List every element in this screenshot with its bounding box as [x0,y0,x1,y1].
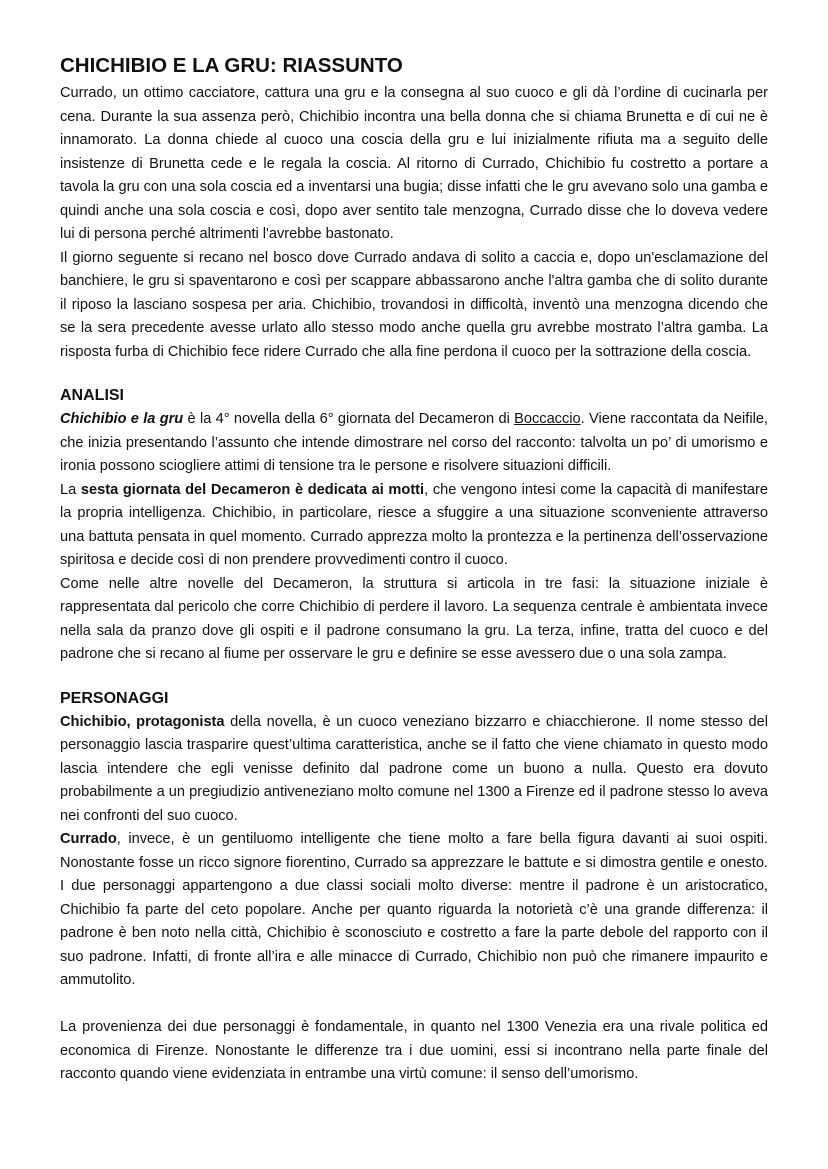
analisi-heading: ANALISI [60,387,124,404]
personaggi-p2-text: , invece, è un gentiluomo intelligente che tiene molto a fare bella figura davanti ai suoi ospiti. Nonostante fosse un ricco signore fiorentino, Currado sa apprezzare le battute e si dimostra gentile e onesto. I due personaggi appartengono a due classi sociali molto diverse: mentre il padrone è un aristocratico, Chichibio fa parte del ceto popolare. Anche per quanto riguarda la notorietà c’è una grande differenza: il padrone è ben noto nella città, Chichibio è sconosciuto e costretto a fare la parte debole del rapporto con il suo padrone. Infatti, di fronte all’ira e alle minacce di Currado, Chichibio non può che rimanere impaurito e ammutolito. [60,831,768,988]
analisi-paragraph-1 [60,408,768,479]
analisi-p1-text-b: . Viene raccontata da Neifile, che inizia presentando l’assunto che intende dimostrare nel corso del racconto: talvolta un po’ di umorismo e ironia possono sciogliere attimi di tensione tra le persone e risolvere situazioni difficili. [60,411,768,474]
summary-paragraph-1: Currado, un ottimo cacciatore, cattura una gru e la consegna al suo cuoco e gli dà l’ordine di cucinarla per cena. Durante la sua assenza però, Chichibio incontra una bella donna che si chiama Brunetta e di cui ne è innamorato. La donna chiede al cuoco una coscia della gru e lui inizialmente rifiuta ma a seguito delle insistenze di Brunetta cede e le regala la coscia. Al ritorno di Currado, Chichibio fu costretto a portare a tavola la gru con una sola coscia ed a inventarsi una bugia; disse infatti che le gru avevano solo una gamba e quindi anche una sola coscia e così, dopo aver sentito tale menzogna, Currado disse che lo doveva vedere lui di persona perché altrimenti l'avrebbe bastonato. [60,85,768,242]
novella-title: Chichibio e la gru [60,411,184,427]
personaggi-paragraph-3: La provenienza dei due personaggi è fondamentale, in quanto nel 1300 Venezia era una rivale politica ed economica di Firenze. Nonostante le differenze tra i due uomini, essi si incontrano nella parte finale del racconto quando viene evidenziata in entrambe una virtù comune: il senso dell’umorismo. [60,1019,768,1082]
analisi-p2-text-a: La [60,481,81,498]
summary-paragraph-2: Il giorno seguente si recano nel bosco dove Currado andava di solito a caccia e, dopo un'esclamazione del banchiere, le gru si spaventarono e così per scappare abbassarono anche l'altra gamba che di solito durante il riposo la lasciano sospesa per aria. Chichibio, trovandosi in difficoltà, inventò una menzogna dicendo che se la sera precedente avesse urlato allo stesso modo anche quella gru avrebbe mostrato l’altra gamba. La risposta furba di Chichibio fece ridere Currado che alla fine perdona il cuoco per la sottrazione della coscia. [60,249,768,360]
page-title: CHICHIBIO E LA GRU: RIASSUNTO [60,54,403,77]
character-name-chichibio: Chichibio [60,713,127,730]
analisi-p2-text-b: , che vengono intesi come la capacità di manifestare la propria intelligenza. Chichibio, in particolare, riesce a sfuggire a una situazione sconveniente attraverso una battuta pensata in quel momento. Currado apprezza molto la prontezza e la pertinenza dell’osservazione spiritosa e decide così di non prendere provvedimenti contro il cuoco. [60,481,768,568]
boccaccio-link[interactable]: Boccaccio [514,411,581,427]
personaggi-p1-text: della novella, è un cuoco veneziano bizzarro e chiacchierone. Il nome stesso del personaggio lascia trasparire quest’ultima caratteristica, anche se il fatto che viene chiamato in questo modo lascia intendere che egli venisse definito dal padrone come un buono a nulla. Questo era dovuto probabilmente a un pregiudizio antiveneziano molto comune nel 1300 a Firenze ed il padrone stesso lo aveva nei confronti del suo cuoco. [60,713,768,824]
section-spacer [60,667,768,687]
character-sep: , [126,713,137,730]
section-spacer [60,364,768,384]
personaggi-heading: PERSONAGGI [60,689,169,707]
document-page [60,54,768,1087]
analisi-paragraph-3: Come nelle altre novelle del Decameron, la struttura si articola in tre fasi: la situazione iniziale è rappresentata dal pericolo che corre Chichibio di perdere il lavoro. La sequenza centrale è ambientata invece nella sala da pranzo dove gli ospiti e il padrone consumano la gru. La terza, infine, tratta del cuoco e del padrone che si recano al fiume per osservare le gru e definire se esse avessero due o una sola zampa. [60,575,768,662]
character-name-currado: Currado [60,831,117,847]
paragraph-spacer [60,993,768,1017]
personaggi-paragraph-2 [60,828,768,993]
analisi-p1-text-a: è la 4° novella della 6° giornata del Decameron di [183,411,515,427]
analisi-paragraph-2 [60,479,768,573]
personaggi-paragraph-1 [60,711,768,829]
analisi-p2-bold: sesta giornata del Decameron è dedicata ai motti [80,481,425,498]
character-role: protagonista [136,713,225,730]
